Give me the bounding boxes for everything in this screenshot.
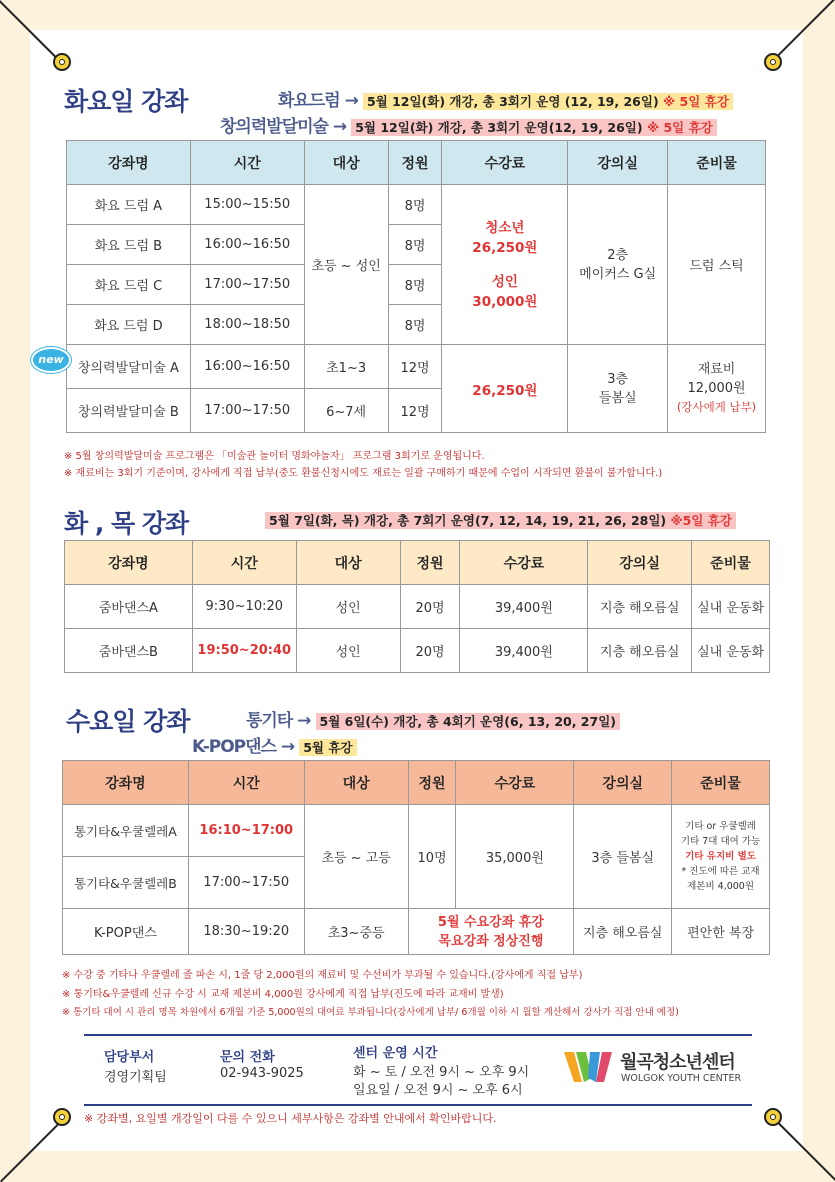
course-time: 18:00~18:50	[190, 305, 304, 345]
col-header: 수강료	[460, 541, 588, 585]
course-time: 17:00~17:50	[190, 265, 304, 305]
dept-label: 담당부서	[104, 1050, 155, 1065]
course-fee: 39,400원	[460, 585, 588, 629]
col-header: 시간	[190, 141, 304, 185]
course-target: 초등 ~ 성인	[304, 185, 388, 345]
tuesday-note-1: ※ 5월 창의력발달미술 프로그램은 「미술관 놀이터 명화야놀자」 프로그램 3회기로 운영됩니다.	[64, 451, 485, 462]
course-time: 16:00~16:50	[190, 345, 304, 389]
course-name: 화요 드럼 A	[67, 185, 191, 225]
wednesday-guitar-line	[246, 706, 620, 731]
col-header: 수강료	[456, 761, 574, 805]
col-header: 강의실	[574, 761, 672, 805]
wednesday-table	[62, 760, 770, 955]
pin-icon	[764, 53, 782, 71]
col-header: 강좌명	[65, 541, 193, 585]
course-supplies: 드럼 스틱	[668, 185, 766, 345]
course-capacity: 20명	[400, 629, 460, 673]
pin-icon	[53, 1108, 71, 1126]
course-capacity: 8명	[388, 305, 442, 345]
course-supplies: 편안한 복장	[672, 909, 770, 955]
col-header: 대상	[304, 761, 408, 805]
tuesday-note-2: ※ 재료비는 3회기 기준이며, 강사에게 직접 납부(중도 환불신청시에도 재료는 일괄 구매하기 때문에 수업이 시작되면 환불이 불가합니다.)	[64, 468, 663, 479]
tuesday-drum-line	[278, 86, 733, 111]
course-supplies: 기타 or 우쿨렐레 기타 7대 대여 가능 기타 유지비 별도 * 진도에 따른 교재 제본비 4,000원	[672, 805, 770, 909]
section-title-wednesday: 수요일 강좌	[66, 707, 190, 736]
hours-line-2: 일요일 / 오전 9시 ~ 오후 6시	[353, 1083, 523, 1098]
course-time: 17:00~17:50	[190, 389, 304, 433]
footer-divider-top	[84, 1034, 752, 1036]
course-target: 성인	[296, 585, 400, 629]
course-supplies: 재료비 12,000원 (강사에게 납부)	[668, 345, 766, 433]
col-header: 준비물	[672, 761, 770, 805]
course-capacity: 8명	[388, 225, 442, 265]
table-row	[67, 345, 766, 389]
course-room: 지층 해오름실	[588, 629, 692, 673]
section-title-tuethu: 화 , 목 강좌	[64, 509, 189, 538]
course-room: 3층 들봄실	[568, 345, 668, 433]
table-row	[67, 185, 766, 225]
fee-adult-label: 성인	[491, 273, 518, 290]
guitar-schedule: 5월 6일(수) 개강, 총 4회기 운영(6, 13, 20, 27일)	[316, 713, 620, 730]
fee-youth: 26,250원	[472, 239, 538, 256]
table-row	[65, 585, 770, 629]
course-capacity: 12명	[388, 389, 442, 433]
logo-name: 월곡청소년센터	[620, 1052, 735, 1073]
new-badge-icon: new	[31, 347, 71, 373]
course-time: 9:30~10:20	[192, 585, 296, 629]
logo-icon	[562, 1048, 614, 1088]
art-schedule: 5월 12일(화) 개강, 총 3회기 운영(12, 19, 26일) ※ 5일 휴강	[351, 119, 717, 136]
course-time: 16:00~16:50	[190, 225, 304, 265]
course-name: 화요 드럼 D	[67, 305, 191, 345]
section-title-tuesday: 화요일 강좌	[64, 87, 188, 116]
kpop-status: 5월 수요강좌 휴강 목요강좌 정상진행	[408, 909, 574, 955]
col-header: 강좌명	[63, 761, 189, 805]
col-header: 정원	[400, 541, 460, 585]
col-header: 준비물	[668, 141, 766, 185]
course-target: 성인	[296, 629, 400, 673]
col-header: 수강료	[442, 141, 568, 185]
course-time: 15:00~15:50	[190, 185, 304, 225]
course-name: 창의력발달미술 A	[67, 345, 191, 389]
fee-youth-label: 청소년	[485, 219, 525, 236]
course-room: 지층 해오름실	[574, 909, 672, 955]
course-target: 초등 ~ 고등	[304, 805, 408, 909]
col-header: 강좌명	[67, 141, 191, 185]
course-time: 19:50~20:40	[192, 629, 296, 673]
course-supplies: 실내 운동화	[692, 629, 770, 673]
course-name: 통기타&우쿨렐레A	[63, 805, 189, 857]
tuesday-table	[66, 140, 766, 433]
course-name: 줌바댄스B	[65, 629, 193, 673]
tuethu-table	[64, 540, 770, 673]
course-fee: 39,400원	[460, 629, 588, 673]
course-name: 화요 드럼 B	[67, 225, 191, 265]
course-fee: 26,250원	[442, 345, 568, 433]
phone-label: 문의 전화	[220, 1050, 275, 1065]
course-name: 화요 드럼 C	[67, 265, 191, 305]
table-row	[63, 805, 770, 857]
pin-icon	[53, 53, 71, 71]
hours-line-1: 화 ~ 토 / 오전 9시 ~ 오후 9시	[353, 1065, 530, 1080]
col-header: 정원	[408, 761, 456, 805]
hours-label: 센터 운영 시간	[353, 1046, 438, 1061]
course-time: 16:10~17:00	[188, 805, 304, 857]
course-capacity: 10명	[408, 805, 456, 909]
guitar-label: 통기타 →	[246, 711, 311, 731]
course-target: 초3~중등	[304, 909, 408, 955]
bottom-note: ※ 강좌별, 요일별 개강일이 다를 수 있으니 세부사항은 강좌별 안내에서 확인바랍니다.	[84, 1112, 497, 1125]
wednesday-note-2: ※ 통기타&우쿨렐레 신규 수강 시 교재 제본비 4,000원 강사에게 직접 납부(진도에 따라 교재비 발생)	[62, 989, 504, 1000]
course-name: 줌바댄스A	[65, 585, 193, 629]
course-time: 17:00~17:50	[188, 857, 304, 909]
course-supplies: 실내 운동화	[692, 585, 770, 629]
course-capacity: 8명	[388, 185, 442, 225]
course-fee: 35,000원	[456, 805, 574, 909]
table-row	[65, 629, 770, 673]
col-header: 대상	[296, 541, 400, 585]
col-header: 시간	[188, 761, 304, 805]
col-header: 시간	[192, 541, 296, 585]
course-time: 18:30~19:20	[188, 909, 304, 955]
course-room: 3층 들봄실	[574, 805, 672, 909]
course-capacity: 20명	[400, 585, 460, 629]
col-header: 정원	[388, 141, 442, 185]
logo-subtitle: WOLGOK YOUTH CENTER	[621, 1073, 742, 1084]
col-header: 대상	[304, 141, 388, 185]
phone-value: 02-943-9025	[220, 1066, 304, 1081]
kpop-label: K-POP댄스 →	[192, 737, 295, 757]
course-capacity: 8명	[388, 265, 442, 305]
course-name: K-POP댄스	[63, 909, 189, 955]
drum-label: 화요드럼 →	[278, 91, 358, 111]
dept-value: 경영기획팀	[104, 1070, 167, 1085]
wednesday-note-3: ※ 통기타 대여 시 관리 명목 차원에서 6개월 기준 5,000원의 대여료 부과됩니다(강사에게 납부/ 6개월 이하 시 월할 계산해서 강사가 직접 안내 예정)	[62, 1007, 679, 1018]
art-label: 창의력발달미술 →	[220, 117, 347, 137]
course-target: 6~7세	[304, 389, 388, 433]
course-name: 창의력발달미술 B	[67, 389, 191, 433]
col-header: 준비물	[692, 541, 770, 585]
wednesday-kpop-line	[192, 732, 357, 757]
pin-icon	[764, 1108, 782, 1126]
drum-schedule: 5월 12일(화) 개강, 총 3회기 운영 (12, 19, 26일) ※ 5일 휴강	[363, 93, 733, 110]
course-room: 지층 해오름실	[588, 585, 692, 629]
table-row	[63, 909, 770, 955]
tuethu-info: 5월 7일(화, 목) 개강, 총 7회기 운영(7, 12, 14, 19, 21, 26, 28일) ※5일 휴강	[265, 510, 736, 529]
col-header: 강의실	[568, 141, 668, 185]
course-name: 통기타&우쿨렐레B	[63, 857, 189, 909]
course-capacity: 12명	[388, 345, 442, 389]
footer-divider-bottom	[84, 1104, 752, 1106]
wednesday-note-1: ※ 수강 중 기타나 우쿨렐레 줄 파손 시, 1줄 당 2,000원의 재료비 및 수선비가 부과될 수 있습니다.(강사에게 직접 납부)	[62, 970, 583, 981]
fee-adult: 30,000원	[472, 293, 538, 310]
col-header: 강의실	[588, 541, 692, 585]
course-fee	[442, 185, 568, 345]
course-target: 초1~3	[304, 345, 388, 389]
tuesday-art-line	[220, 112, 717, 137]
course-room: 2층 메이커스 G실	[568, 185, 668, 345]
kpop-schedule: 5월 휴강	[299, 739, 356, 756]
